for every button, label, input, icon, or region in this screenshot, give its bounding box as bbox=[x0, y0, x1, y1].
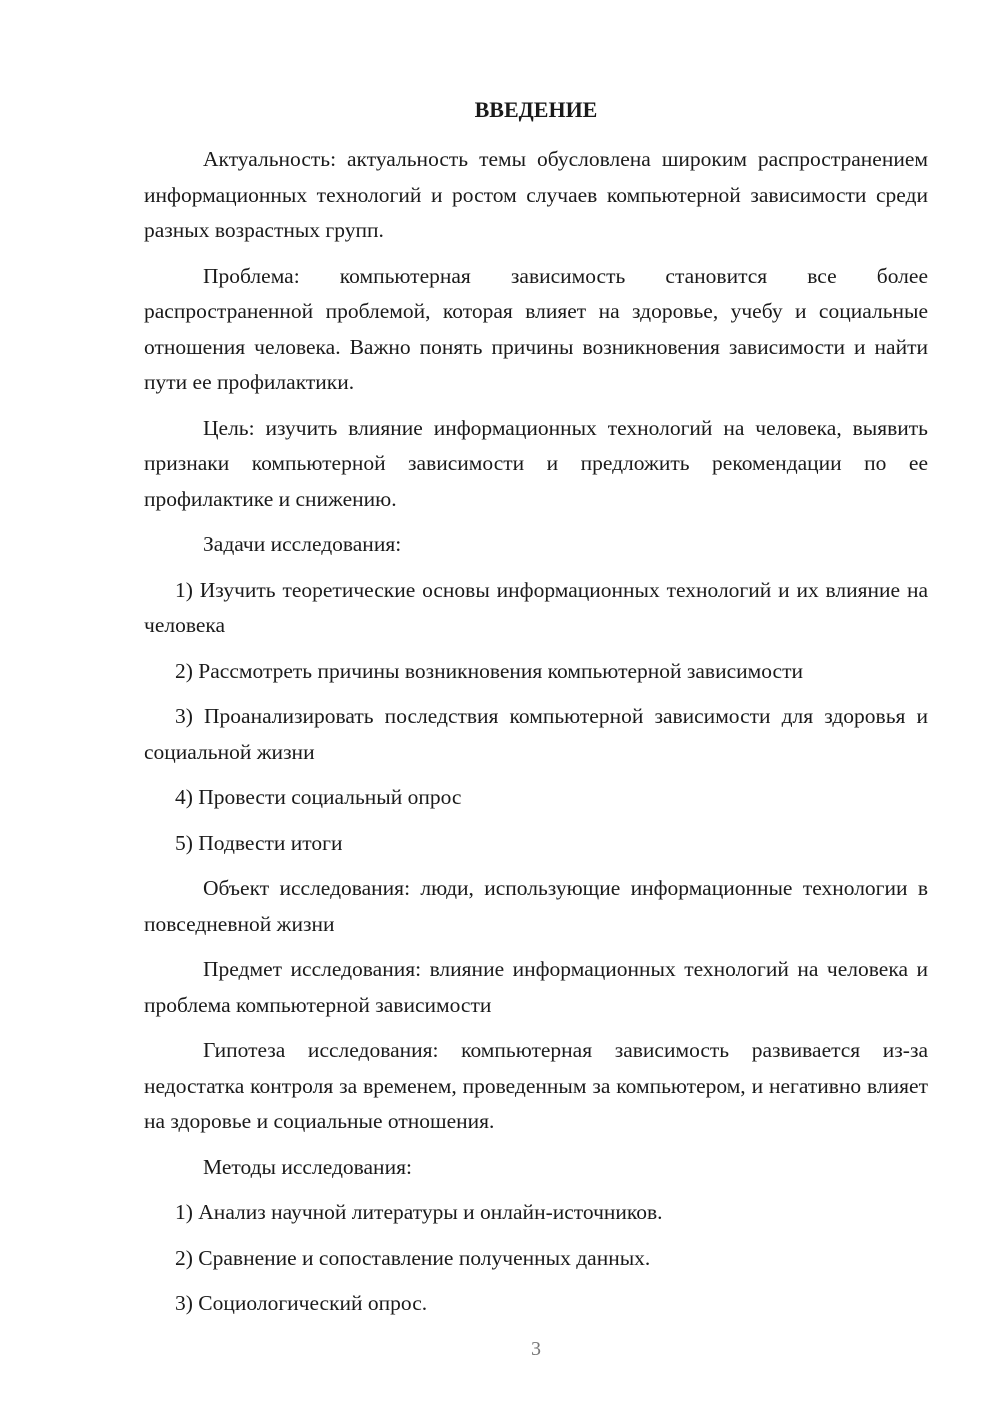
paragraph-relevance: Актуальность: актуальность темы обусловлена широким распространением информационных технологий и ростом случаев компьютерной зависимости среди разных возрастных групп. bbox=[144, 147, 928, 242]
paragraph-hypothesis: Гипотеза исследования: компьютерная зависимость развивается из-за недостатка контроля за временем, проведенным за компьютером, и негативно влияет на здоровье и социальные отношения. bbox=[144, 1038, 928, 1133]
list-item-task-1: 1) Изучить теоретические основы информационных технологий и их влияние на человека bbox=[144, 577, 928, 637]
paragraph-methods-heading: Методы исследования: bbox=[203, 1154, 412, 1179]
list-item-task-5: 5) Подвести итоги bbox=[175, 830, 343, 855]
paragraph-object: Объект исследования: люди, использующие информационные технологии в повседневной жизни bbox=[144, 876, 928, 936]
list-item-task-4: 4) Провести социальный опрос bbox=[175, 785, 462, 809]
paragraph-subject: Предмет исследования: влияние информационных технологий на человека и проблема компьютерной зависимости bbox=[144, 957, 928, 1017]
document-page bbox=[144, 96, 928, 1332]
page-number: 3 bbox=[531, 1338, 541, 1360]
section-title: ВВЕДЕНИЕ bbox=[474, 97, 598, 122]
list-item-method-3: 3) Социологический опрос. bbox=[175, 1291, 428, 1315]
list-item-task-2: 2) Рассмотреть причины возникновения компьютерной зависимости bbox=[175, 658, 803, 683]
paragraph-problem: Проблема: компьютерная зависимость становится все более распространенной проблемой, которая влияет на здоровье, учебу и социальные отношения человека. Важно понять причины возникновения зависимости и найти пути ее профилактики. bbox=[144, 263, 928, 394]
list-item-method-2: 2) Сравнение и сопоставление полученных данных. bbox=[175, 1245, 651, 1270]
paragraph-goal: Цель: изучить влияние информационных технологий на человека, выявить признаки компьютерной зависимости и предложить рекомендации по ее профилактике и снижению. bbox=[144, 415, 928, 511]
list-item-method-1: 1) Анализ научной литературы и онлайн-источников. bbox=[175, 1200, 663, 1224]
list-item-task-3: 3) Проанализировать последствия компьютерной зависимости для здоровья и социальной жизни bbox=[144, 704, 928, 764]
paragraph-tasks-heading: Задачи исследования: bbox=[203, 532, 402, 556]
